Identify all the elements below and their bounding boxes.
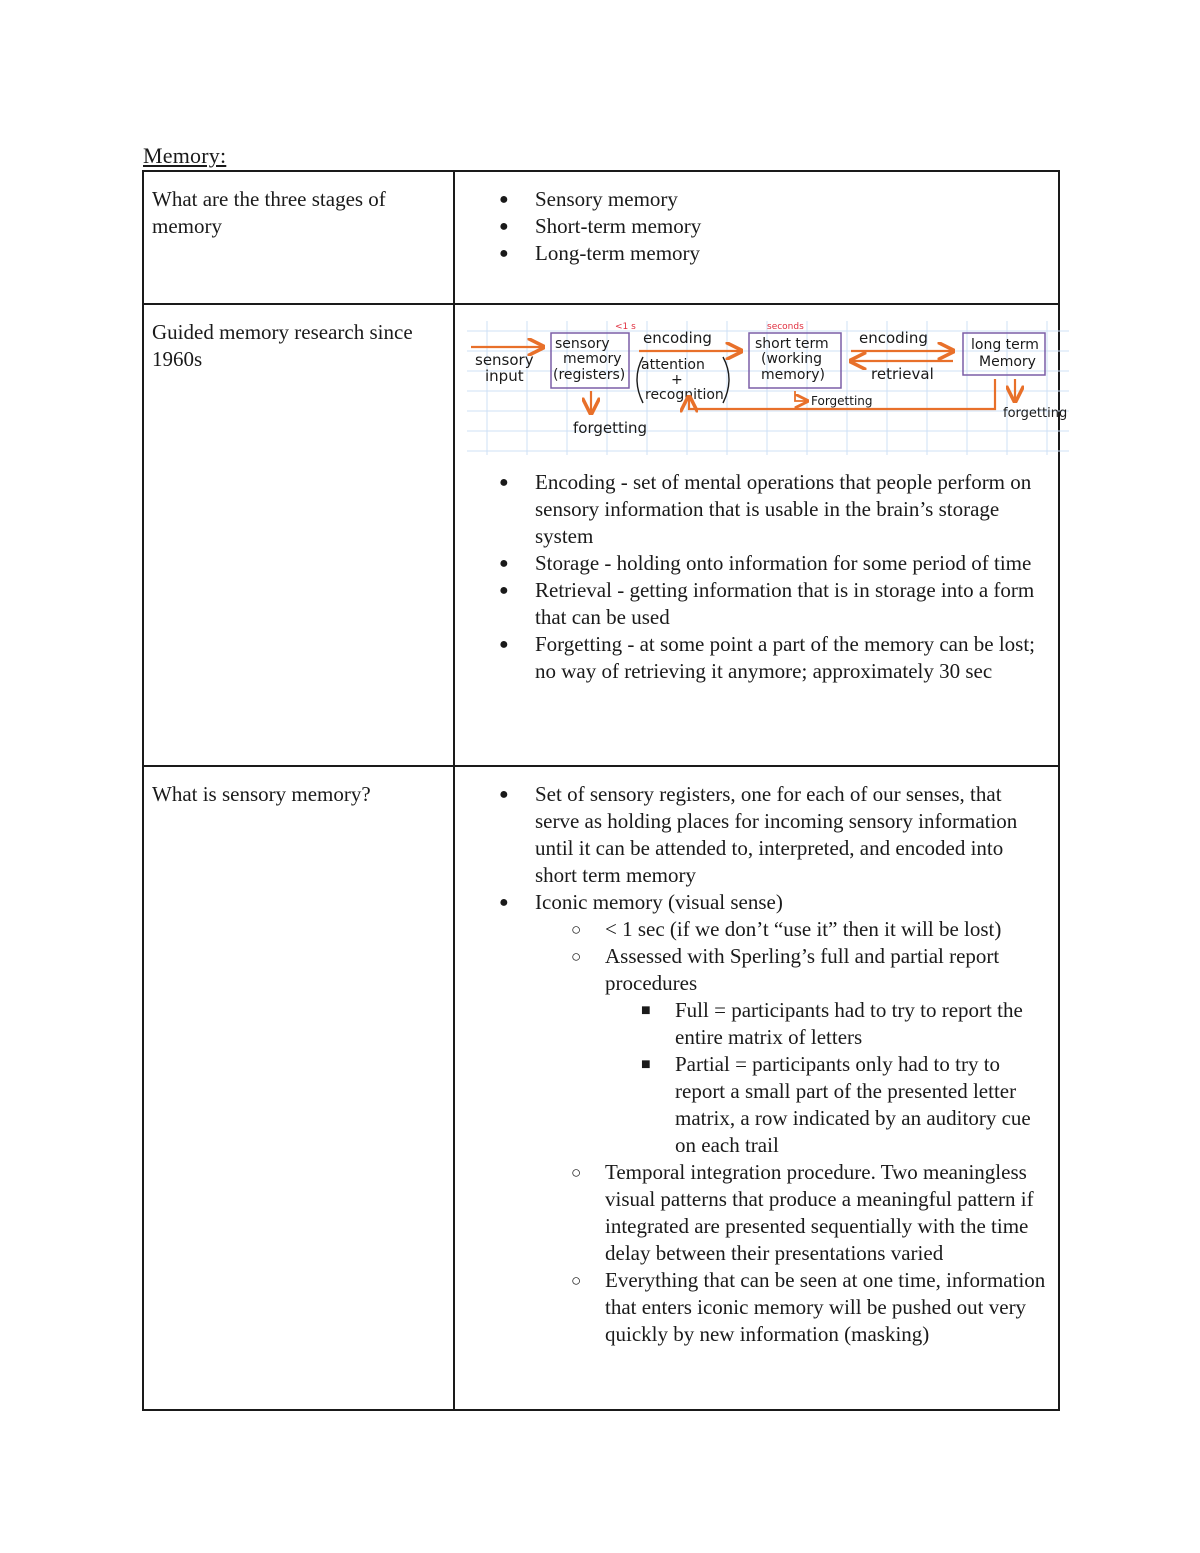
circle-bullet-icon: ○ xyxy=(571,920,582,939)
sub-list-item: ○ Assessed with Sperling’s full and partial report procedures ■ Full = participants had to try to report the entire matrix of letters ■ Partial = participants only had to try to report a small part of the presented letter matrix, a row indicated by an auditory cue on each trail xyxy=(455,943,1048,1159)
circle-bullet-icon: ○ xyxy=(571,1271,582,1290)
square-bullet-icon: ■ xyxy=(641,1002,651,1019)
bullet-icon: ● xyxy=(499,474,509,491)
page-title: Memory: xyxy=(143,143,227,168)
sensory-memory-label: sensory memory (registers) xyxy=(553,336,626,383)
list-item: ● Sensory memory xyxy=(499,187,678,211)
list-item: ● Iconic memory (visual sense) ○ < 1 sec (if we don’t “use it” then it will be lost) ○ Assessed with Sperling’s full and partial report procedures ■ Full = participants had to try to report the entire matrix of letters ■ Partial = participants only had to try to report a small part of the presented letter matrix, a row indicated by an auditory cue on each trail ○ Temporal integration procedure. Two meaningless visual patterns that produce a meaningful pattern if integrated are presented sequentially with the time delay between their presentations varied ○ Everything that can be seen at one time, information that enters iconic memory will be pushed out very quickly by new information (masking) xyxy=(455,889,1048,1348)
bullet-icon: ● xyxy=(499,636,509,653)
question-cell: Guided memory research since 1960s xyxy=(143,304,454,766)
circle-bullet-icon: ○ xyxy=(571,947,582,966)
encoding-label-1: encoding xyxy=(643,329,712,347)
attention-label: attention + recognition xyxy=(641,357,724,403)
answer-cell xyxy=(454,304,1068,766)
forgetting-arrow-2 xyxy=(795,391,807,401)
sub-list-item: ○ < 1 sec (if we don’t “use it” then it will be lost) xyxy=(571,917,1002,941)
bullet-icon: ● xyxy=(499,555,509,572)
bullet-icon: ● xyxy=(499,786,509,803)
list-item: ● Storage - holding onto information for some period of time xyxy=(499,551,1032,575)
memory-model-diagram xyxy=(467,321,1069,455)
question-cell: What is sensory memory? xyxy=(143,766,454,1410)
answer-list xyxy=(455,186,1048,267)
list-item: ● Retrieval - getting information that is in storage into a form that can be used xyxy=(499,578,1035,629)
notes-table xyxy=(142,170,1068,1411)
sub-list-item: ○ Everything that can be seen at one time, information that enters iconic memory will be pushed out very quickly by new information (masking) xyxy=(571,1268,1046,1346)
circle-bullet-icon: ○ xyxy=(571,1163,582,1182)
list-item: ● Long-term memory xyxy=(499,241,701,265)
red-note-2: seconds xyxy=(767,322,804,332)
answer-cell xyxy=(454,171,1059,304)
sub-list-item: ○ Temporal integration procedure. Two meaningless visual patterns that produce a meaningful pattern if integrated are presented sequentially with the time delay between their presentations varied xyxy=(571,1160,1034,1265)
short-term-label: short term (working memory) xyxy=(755,336,829,383)
retrieval-label: retrieval xyxy=(871,365,934,383)
list-item: ● Short-term memory xyxy=(499,214,702,238)
question-cell: What are the three stages of memory xyxy=(143,171,454,304)
sub-sub-list-item: ■ Full = participants had to try to report the entire matrix of letters xyxy=(641,998,1023,1049)
forgetting-label-2: Forgetting xyxy=(811,394,873,408)
answer-cell xyxy=(454,766,1059,1410)
answer-list xyxy=(455,781,1048,1348)
bullet-icon: ● xyxy=(499,245,509,262)
sensory-input-label: sensory input xyxy=(475,351,534,385)
list-item: ● Set of sensory registers, one for each of our senses, that serve as holding places for incoming sensory information until it can be attended to, interpreted, and encoded into short term memory xyxy=(499,782,1018,887)
table-row xyxy=(143,766,1059,1410)
square-bullet-icon: ■ xyxy=(641,1056,651,1073)
list-item: ● Encoding - set of mental operations that people perform on sensory information that is usable in the brain’s storage system xyxy=(499,470,1032,548)
encoding-label-2: encoding xyxy=(859,329,928,347)
right-bracket xyxy=(723,357,729,403)
table-row xyxy=(143,171,1059,304)
sub-sub-list xyxy=(605,997,1048,1159)
bullet-icon: ● xyxy=(499,218,509,235)
bullet-icon: ● xyxy=(499,582,509,599)
sub-list xyxy=(535,916,1048,1348)
table-row xyxy=(143,304,1059,766)
forgetting-label-1: forgetting xyxy=(573,419,648,437)
long-term-label: long term Memory xyxy=(971,337,1039,370)
list-item: ● Forgetting - at some point a part of the memory can be lost; no way of retrieving it anymore; approximately 30 sec xyxy=(499,632,1036,683)
sub-sub-list-item: ■ Partial = participants only had to try to report a small part of the presented letter matrix, a row indicated by an auditory cue on each trail xyxy=(641,1052,1031,1157)
answer-list xyxy=(455,469,1048,685)
forgetting-label-3: forgetting xyxy=(1003,406,1068,421)
bullet-icon: ● xyxy=(499,894,509,911)
bullet-icon: ● xyxy=(499,191,509,208)
red-note-1: <1 s xyxy=(615,322,636,332)
